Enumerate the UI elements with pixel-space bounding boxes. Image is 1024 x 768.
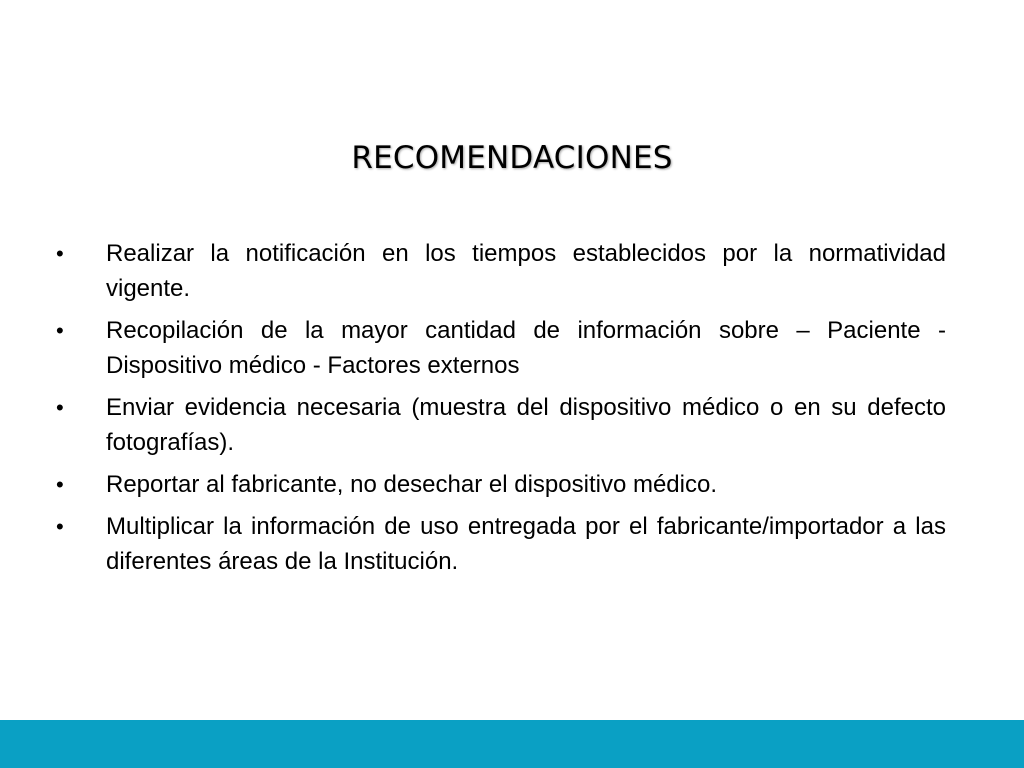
list-item-text: Enviar evidencia necesaria (muestra del dispositivo médico o en su defecto fotografías). xyxy=(106,394,946,456)
recommendations-list xyxy=(54,236,946,586)
bullet-icon: • xyxy=(56,318,64,343)
list-item xyxy=(54,467,946,502)
list-item xyxy=(54,390,946,460)
list-item-text: Multiplicar la información de uso entregada por el fabricante/importador a las diferentes áreas de la Institución. xyxy=(106,513,946,575)
list-item xyxy=(54,236,946,306)
slide-title: RECOMENDACIONES xyxy=(351,140,673,176)
footer-accent-bar xyxy=(0,720,1024,768)
bullet-icon: • xyxy=(56,395,64,420)
bullet-icon: • xyxy=(56,472,64,497)
bullet-icon: • xyxy=(56,241,64,266)
list-item-text: Recopilación de la mayor cantidad de información sobre – Paciente - Dispositivo médico - Factores externos xyxy=(106,317,946,379)
list-item-text: Reportar al fabricante, no desechar el dispositivo médico. xyxy=(106,471,717,498)
list-item-text: Realizar la notificación en los tiempos establecidos por la normatividad vigente. xyxy=(106,240,946,302)
list-item xyxy=(54,509,946,579)
list-item xyxy=(54,313,946,383)
bullet-icon: • xyxy=(56,514,64,539)
